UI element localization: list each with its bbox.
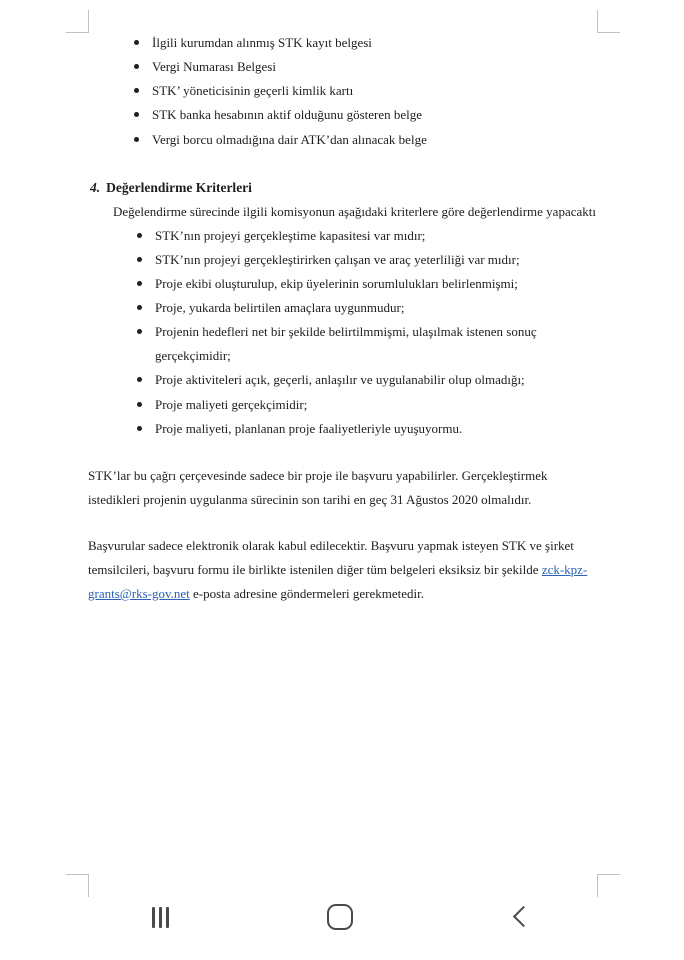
list-item-text: Proje ekibi oluşturulup, ekip üyelerinin sorumlulukları belirlenmişmi; — [155, 276, 518, 291]
bullet-icon — [137, 233, 142, 238]
section-heading — [90, 176, 252, 200]
list-item — [155, 393, 307, 417]
paragraph-line — [88, 582, 623, 606]
list-item — [152, 103, 422, 127]
section-number: 4. — [90, 180, 101, 195]
recent-apps-icon[interactable] — [133, 890, 193, 950]
list-item — [155, 320, 537, 344]
navigation-bar — [0, 890, 684, 960]
section-title: Değerlendirme Kriterleri — [106, 180, 252, 195]
list-item — [155, 248, 520, 272]
paragraph-text: e-posta adresine göndermeleri gerekmetedir. — [189, 586, 425, 601]
paragraph-line: STK’lar bu çağrı çerçevesinde sadece bir proje ile başvuru yapabilirler. Gerçekleştirmek — [88, 468, 548, 483]
bullet-icon — [137, 281, 142, 286]
bullet-icon — [134, 137, 139, 142]
list-item-text: Proje maliyeti, planlanan proje faaliyetleriyle uyuşuyormu. — [155, 421, 463, 436]
page-corner-mark — [66, 10, 89, 33]
list-item-text: STK’nın projeyi gerçekleştime kapasitesi var mıdır; — [155, 228, 426, 243]
email-link[interactable]: zck-kpz- — [541, 562, 588, 577]
list-item-text: Vergi Numarası Belgesi — [152, 59, 276, 74]
list-item — [152, 128, 427, 152]
list-item-text: STK’nın projeyi gerçekleştirirken çalışan ve araç yeterliliği var mıdır; — [155, 252, 520, 267]
bullet-icon — [134, 40, 139, 45]
list-item-text: Proje aktiviteleri açık, geçerli, anlaşılır ve uygulanabilir olup olmadığı; — [155, 372, 525, 387]
home-icon[interactable] — [310, 890, 370, 950]
bullet-icon — [137, 329, 142, 334]
list-item-text: Vergi borcu olmadığına dair ATK’dan alınacak belge — [152, 132, 427, 147]
list-item-text: İlgili kurumdan alınmış STK kayıt belgesi — [152, 35, 372, 50]
list-item — [152, 31, 372, 55]
email-link-continuation[interactable]: grants@rks-gov.net — [88, 586, 190, 601]
bullet-icon — [137, 257, 142, 262]
bullet-icon — [137, 402, 142, 407]
list-item — [155, 224, 425, 248]
paragraph-line — [88, 558, 623, 582]
bullet-icon — [137, 377, 142, 382]
section-intro: Değelendirme sürecinde ilgili komisyonun aşağıdaki kriterlere göre değerlendirme yapacaktı — [113, 204, 596, 219]
paragraph-line: Başvurular sadece elektronik olarak kabul edilecektir. Başvuru yapmak isteyen STK ve şirket — [88, 538, 574, 553]
list-item-text: gerçekçimidir; — [155, 348, 231, 363]
list-item-text: STK’ yöneticisinin geçerli kimlik kartı — [152, 83, 354, 98]
bullet-icon — [137, 305, 142, 310]
list-item-text: Projenin hedefleri net bir şekilde belirtilmmişmi, ulaşılmak istenen sonuç — [155, 324, 537, 339]
bullet-icon — [134, 64, 139, 69]
list-item-text: Proje maliyeti gerçekçimidir; — [155, 397, 308, 412]
list-item — [155, 272, 518, 296]
paragraph-submission — [88, 534, 623, 606]
paragraph-line: istedikleri projenin uygulanma sürecinin son tarihi en geç 31 Ağustos 2020 olmalıdır. — [88, 492, 532, 507]
list-item — [152, 55, 276, 79]
list-item-text: Proje, yukarda belirtilen amaçlara uygunmudur; — [155, 300, 405, 315]
page-corner-mark — [597, 10, 620, 33]
list-item — [152, 79, 353, 103]
list-item — [155, 417, 462, 441]
bullet-icon — [134, 112, 139, 117]
bullet-icon — [134, 88, 139, 93]
back-icon[interactable] — [490, 890, 550, 950]
list-item — [155, 296, 404, 320]
paragraph-text: temsilcileri, başvuru formu ile birlikte istenilen diğer tüm belgeleri eksiksiz bir şekilde — [88, 562, 542, 577]
list-item — [155, 368, 525, 392]
paragraph-application-limit — [88, 464, 623, 512]
list-item-continuation — [155, 344, 231, 368]
bullet-icon — [137, 426, 142, 431]
list-item-text: STK banka hesabının aktif olduğunu gösteren belge — [152, 107, 423, 122]
